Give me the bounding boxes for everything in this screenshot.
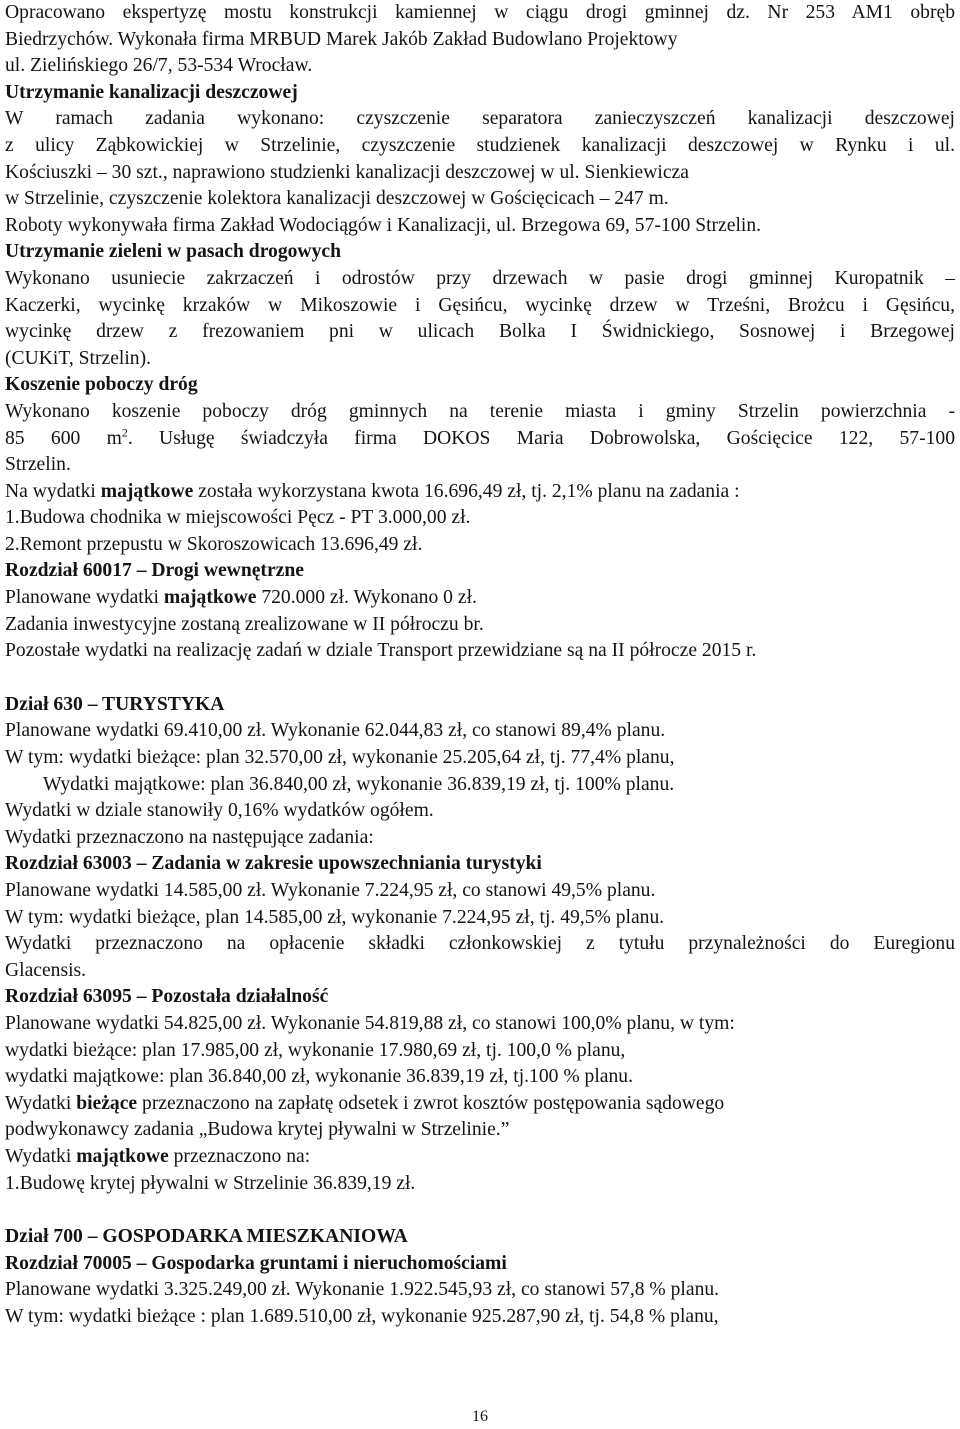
subsection-heading: Rozdział 70005 – Gospodarka gruntami i nieruchomościami — [5, 1252, 507, 1274]
paragraph-line: Wydatki przeznaczono na opłacenie składki członkowskiej z tytułu przynależności do Euregionu — [5, 933, 955, 955]
bold-span: majątkowe — [76, 1145, 169, 1167]
paragraph-line: Strzelin. — [5, 454, 71, 476]
paragraph-line: Wykonano koszenie poboczy dróg gminnych na terenie miasta i gminy Strzelin powierzchnia - — [5, 400, 955, 422]
paragraph-line: Roboty wykonywała firma Zakład Wodociągów i Kanalizacji, ul. Brzegowa 69, 57-100 Strzelin. — [5, 214, 762, 236]
paragraph-line: Wykonano usuniecie zakrzaczeń i odrostów przy drzewach w pasie drogi gminnej Kuropatnik – — [5, 267, 955, 289]
bold-span: bieżące — [76, 1092, 138, 1114]
paragraph-line: Planowane wydatki 14.585,00 zł. Wykonanie 7.224,95 zł, co stanowi 49,5% planu. — [5, 880, 656, 901]
section-heading: Dział 630 – TURYSTYKA — [5, 693, 225, 715]
paragraph-line: Biedrzychów. Wykonała firma MRBUD Marek Jakób Zakład Budowlano Projektowy — [5, 28, 678, 50]
list-item: 1.Budowa chodnika w miejscowości Pęcz - PT 3.000,00 zł. — [5, 507, 471, 529]
paragraph-line: W tym: wydatki bieżące : plan 1.689.510,00 zł, wykonanie 925.287,90 zł, tj. 54,8 % planu, — [5, 1305, 719, 1327]
section-heading: Rozdział 60017 – Drogi wewnętrzne — [5, 560, 304, 582]
paragraph-line — [5, 1091, 955, 1118]
paragraph-line: Wydatki przeznaczono na następujące zadania: — [5, 826, 374, 848]
text-span: przeznaczono na: — [168, 1145, 311, 1167]
section-heading: Dział 700 – GOSPODARKA MIESZKANIOWA — [5, 1226, 408, 1248]
paragraph-line: W ramach zadania wykonano: czyszczenie separatora zanieczyszczeń kanalizacji deszczowej — [5, 108, 955, 130]
list-item: 2.Remont przepustu w Skoroszowicach 13.696,49 zł. — [5, 533, 423, 555]
text-span: Na wydatki — [5, 480, 101, 502]
paragraph-line: W tym: wydatki bieżące, plan 14.585,00 zł, wykonanie 7.224,95 zł, tj. 49,5% planu. — [5, 906, 665, 928]
paragraph-line: Kaczerki, wycinkę krzaków w Mikoszowie i Gęsińcu, wycinkę drzew w Trześni, Brożcu i Gęsińcu, — [5, 294, 955, 316]
paragraph-line: podwykonawcy zadania „Budowa krytej pływalni w Strzelinie.” — [5, 1119, 510, 1141]
paragraph-line: Zadania inwestycyjne zostaną zrealizowane w II półroczu br. — [5, 613, 484, 635]
paragraph-line — [5, 479, 955, 506]
section-heading: Utrzymanie zieleni w pasach drogowych — [5, 241, 341, 263]
text-span: Wydatki — [5, 1145, 77, 1167]
area-value: 85 600 m — [5, 427, 122, 449]
paragraph-line: Planowane wydatki 69.410,00 zł. Wykonanie 62.044,83 zł, co stanowi 89,4% planu. — [5, 720, 666, 742]
paragraph-line: Opracowano ekspertyzę mostu konstrukcji kamiennej w ciągu drogi gminnej dz. Nr 253 AM1 obręb — [5, 2, 955, 23]
paragraph-line: W tym: wydatki bieżące: plan 32.570,00 zł, wykonanie 25.205,64 zł, tj. 77,4% planu, — [5, 747, 675, 769]
area-superscript: 2 — [121, 424, 128, 439]
text-span: została wykorzystana kwota 16.696,49 zł, tj. 2,1% planu na zadania : — [193, 480, 740, 502]
document-page — [5, 0, 955, 1331]
paragraph-line: Wydatki majątkowe: plan 36.840,00 zł, wykonanie 36.839,19 zł, tj. 100% planu. — [43, 773, 675, 795]
blank-line — [5, 1197, 955, 1224]
text-span: Wydatki — [5, 1092, 77, 1114]
paragraph-line: w Strzelinie, czyszczenie kolektora kanalizacji deszczowej w Gościęcicach – 247 m. — [5, 188, 669, 210]
paragraph-line — [5, 585, 955, 612]
paragraph-line: Planowane wydatki 54.825,00 zł. Wykonanie 54.819,88 zł, co stanowi 100,0% planu, w tym: — [5, 1012, 735, 1034]
paragraph-line: Kościuszki – 30 szt., naprawiono studzienki kanalizacji deszczowej w ul. Sienkiewicza — [5, 161, 689, 183]
paragraph-line: wycinkę drzew z frezowaniem pni w ulicach Bolka I Świdnickiego, Sosnowej i Brzegowej — [5, 321, 955, 343]
paragraph-line: ul. Zielińskiego 26/7, 53-534 Wrocław. — [5, 55, 313, 77]
bold-span: majątkowe — [163, 587, 257, 609]
paragraph-line: Wydatki w dziale stanowiły 0,16% wydatków ogółem. — [5, 800, 434, 822]
text-span: 720.000 zł. Wykonano 0 zł. — [256, 587, 477, 609]
text-span: Planowane wydatki — [5, 587, 164, 609]
paragraph-line: Planowane wydatki 3.325.249,00 zł. Wykonanie 1.922.545,93 zł, co stanowi 57,8 % planu. — [5, 1279, 720, 1301]
paragraph-line: Glacensis. — [5, 959, 87, 981]
section-heading: Koszenie poboczy dróg — [5, 374, 198, 396]
paragraph-line: z ulicy Ząbkowickiej w Strzelinie, czyszczenie studzienek kanalizacji deszczowej w Rynku i ul. — [5, 134, 955, 156]
section-heading: Utrzymanie kanalizacji deszczowej — [5, 81, 298, 103]
blank-line — [5, 665, 955, 692]
paragraph-line: (CUKiT, Strzelin). — [5, 347, 152, 369]
text-span: przeznaczono na zapłatę odsetek i zwrot kosztów postępowania sądowego — [137, 1092, 725, 1114]
bold-span: majątkowe — [100, 480, 194, 502]
list-item: 1.Budowę krytej pływalni w Strzelinie 36.839,19 zł. — [5, 1172, 416, 1194]
paragraph-line: Pozostałe wydatki na realizację zadań w dziale Transport przewidziane są na II półrocze 2015 r. — [5, 640, 757, 662]
page-number: 16 — [472, 1408, 488, 1425]
section-heading: Rozdział 63095 – Pozostała działalność — [5, 986, 329, 1008]
paragraph-line: wydatki majątkowe: plan 36.840,00 zł, wykonanie 36.839,19 zł, tj.100 % planu. — [5, 1066, 633, 1088]
section-heading: Rozdział 63003 – Zadania w zakresie upowszechniania turystyki — [5, 853, 542, 875]
paragraph-line: wydatki bieżące: plan 17.985,00 zł, wykonanie 17.980,69 zł, tj. 100,0 % planu, — [5, 1039, 626, 1061]
paragraph-line — [5, 426, 955, 453]
area-rest: . Usługę świadczyła firma DOKOS Maria Dobrowolska, Gościęcice 122, 57-100 — [127, 427, 955, 449]
paragraph-line — [5, 1144, 955, 1171]
